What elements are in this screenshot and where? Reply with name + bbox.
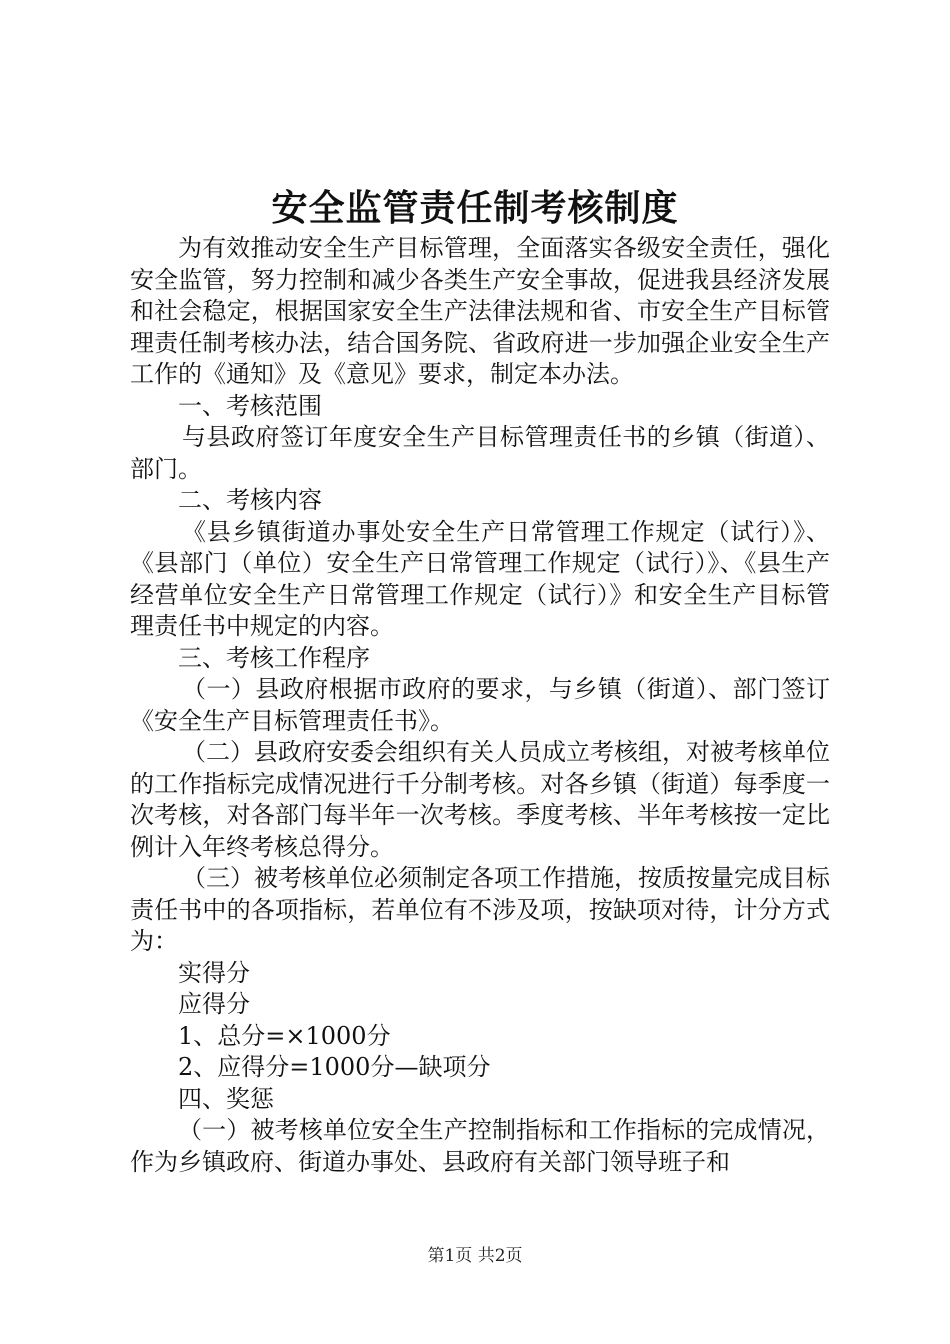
- formula-total-score: 1、总分=×1000分: [178, 1021, 391, 1050]
- procedure-item-3: （三）被考核单位必须制定各项工作措施，按质按量完成目标责任书中的各项指标，若单位有不涉及项，按缺项对待，计分方式为：: [130, 864, 830, 955]
- document-body: [130, 233, 830, 1178]
- section-heading-rewards: 四、奖惩: [178, 1084, 274, 1113]
- procedure-item-2: （二）县政府安委会组织有关人员成立考核组，对被考核单位的工作指标完成情况进行千分制考核。对各乡镇（街道）每季度一次考核，对各部门每半年一次考核。季度考核、半年考核按一定比例计入年终考核总得分。: [130, 738, 830, 861]
- document-title: 安全监管责任制考核制度: [271, 187, 679, 229]
- section-heading-scope: 一、考核范围: [178, 391, 322, 420]
- content-paragraph: 《县乡镇街道办事处安全生产日常管理工作规定（试行）》、《县部门（单位）安全生产日常管理工作规定（试行）》、《县生产经营单位安全生产日常管理工作规定（试行）》和安全生产目标管理责任书中规定的内容。: [130, 517, 830, 640]
- formula-denominator: 应得分: [178, 990, 250, 1018]
- page-footer: 第1页 共2页: [427, 1246, 523, 1266]
- procedure-item-1: （一）县政府根据市政府的要求，与乡镇（街道）、部门签订《安全生产目标管理责任书》。: [130, 675, 830, 735]
- intro-paragraph: 为有效推动安全生产目标管理，全面落实各级安全责任，强化安全监管，努力控制和减少各类生产安全事故，促进我县经济发展和社会稳定，根据国家安全生产法律法规和省、市安全生产目标管理责任制考核办法，结合国务院、省政府进一步加强企业安全生产工作的《通知》及《意见》要求，制定本办法。: [130, 234, 830, 388]
- rewards-item-1: （一）被考核单位安全生产控制指标和工作指标的完成情况，作为乡镇政府、街道办事处、县政府有关部门领导班子和: [130, 1116, 830, 1176]
- section-heading-procedure: 三、考核工作程序: [178, 643, 370, 672]
- section-heading-content: 二、考核内容: [178, 486, 322, 514]
- scope-paragraph: 与县政府签订年度安全生产目标管理责任书的乡镇（街道）、部门。: [130, 423, 830, 483]
- formula-numerator: 实得分: [178, 958, 250, 987]
- formula-expected-score: 2、应得分=1000分—缺项分: [178, 1053, 491, 1081]
